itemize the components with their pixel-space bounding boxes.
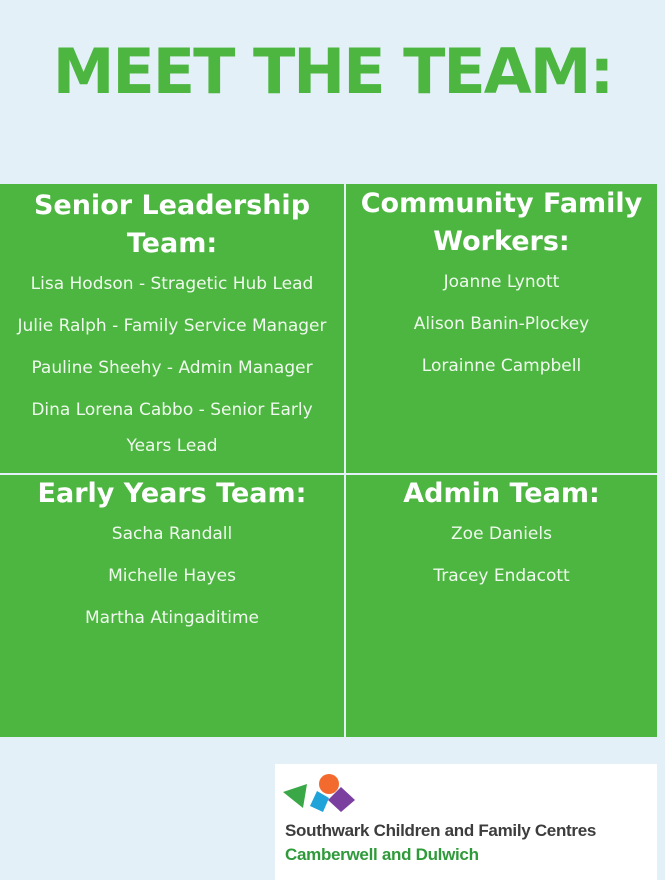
logo-org-name: Southwark Children and Family Centres — [285, 821, 597, 840]
logo-shapes-icon — [283, 770, 363, 820]
admin-heading: Admin Team: — [403, 478, 600, 509]
team-member: Tracey Endacott — [433, 566, 570, 586]
admin-members — [346, 513, 657, 597]
admin-panel — [346, 475, 657, 737]
team-member: Pauline Sheehy - Admin Manager — [31, 358, 313, 378]
community-family-workers-heading — [346, 184, 657, 261]
logo-blue-diamond-icon — [310, 791, 329, 812]
team-member: Lisa Hodson - Stragetic Hub Lead — [30, 274, 314, 294]
team-member: Lorainne Campbell — [421, 356, 582, 376]
team-member: Martha Atingaditime — [85, 608, 259, 628]
senior-leadership-panel — [0, 184, 344, 473]
senior-leadership-heading — [0, 184, 344, 263]
team-member: Dina Lorena Cabbo - Senior Early — [31, 400, 313, 420]
team-member: Years Lead — [126, 436, 218, 456]
team-member: Alison Banin-Plockey — [413, 314, 590, 334]
team-member: Zoe Daniels — [451, 524, 552, 544]
heading-line: Team: — [126, 228, 218, 259]
logo-circle-icon — [319, 774, 339, 794]
team-member: Joanne Lynott — [443, 272, 560, 292]
senior-leadership-members — [0, 263, 344, 461]
community-family-workers-members — [346, 261, 657, 387]
early-years-heading: Early Years Team: — [37, 478, 307, 509]
logo-location: Camberwell and Dulwich — [285, 845, 479, 864]
team-member: Julie Ralph - Family Service Manager — [17, 316, 327, 336]
logo-triangle-icon — [283, 784, 307, 808]
team-grid — [0, 184, 657, 737]
community-family-workers-panel — [346, 184, 657, 473]
team-member: Michelle Hayes — [108, 566, 236, 586]
heading-line: Community Family — [360, 188, 643, 219]
page-title: MEET THE TEAM: — [52, 35, 613, 108]
heading-line: Senior Leadership — [33, 190, 311, 221]
team-member: Sacha Randall — [111, 524, 233, 544]
heading-line: Workers: — [433, 226, 570, 257]
early-years-panel — [0, 475, 344, 737]
early-years-members — [0, 513, 344, 639]
organisation-logo — [275, 764, 657, 880]
